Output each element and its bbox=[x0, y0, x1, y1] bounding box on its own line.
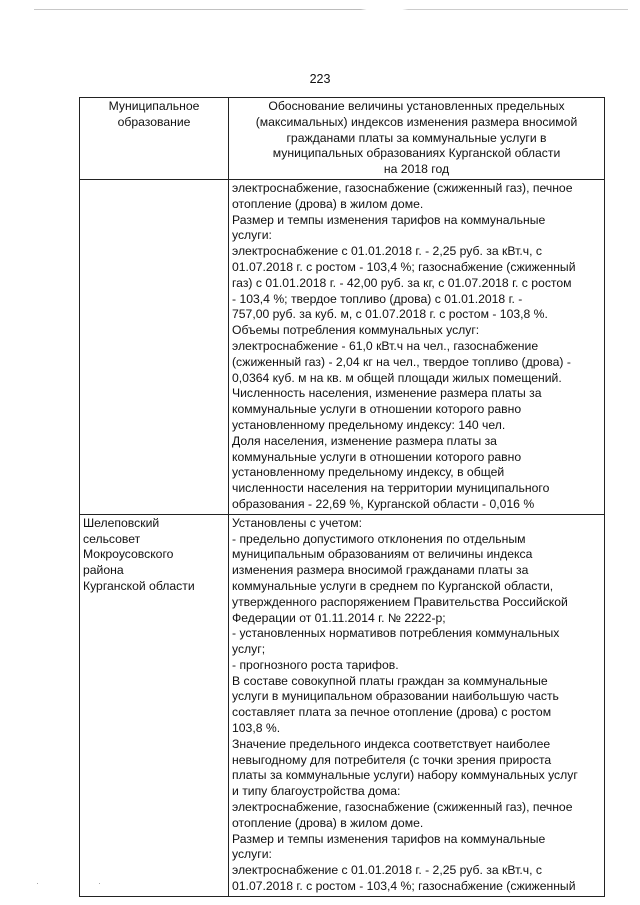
text-line: услуги: bbox=[232, 228, 272, 243]
text-line: - установленных нормативов потребления коммунальных bbox=[232, 626, 560, 641]
text-line: услуги: bbox=[232, 847, 272, 862]
header-municipality bbox=[80, 98, 229, 180]
text-line: отопление (дрова) в жилом доме. bbox=[232, 196, 424, 211]
justification-table bbox=[79, 97, 605, 897]
text-line: коммунальные услуги в среднем по Курганской области, bbox=[232, 578, 554, 593]
text-line: электроснабжение - 61,0 кВт.ч на чел., газоснабжение bbox=[232, 338, 539, 353]
text-line: составляет плата за печное отопление (дрова) с ростом bbox=[232, 705, 552, 720]
header-line: Обоснование величины установленных предельных bbox=[268, 99, 565, 113]
scan-artifact-mark: · bbox=[98, 878, 101, 888]
text-line: электроснабжение, газоснабжение (сжиженный газ), печное bbox=[232, 800, 573, 815]
municipality-line: района bbox=[83, 563, 124, 578]
text-line: электроснабжение с 01.01.2018 г. - 2,25 руб. за кВт.ч, с bbox=[232, 244, 542, 259]
header-line: гражданами платы за коммунальные услуги в bbox=[286, 130, 547, 145]
text-line: 0,0364 куб. м на кв. м общей площади жилых помещений. bbox=[232, 370, 562, 385]
text-line: установленному предельному индексу, в общей bbox=[232, 465, 505, 480]
text-line: - предельно допустимого отклонения по отдельным bbox=[232, 531, 526, 546]
text-line: установленному предельному индексу: 140 чел. bbox=[232, 417, 506, 432]
municipality-line: Мокроусовского bbox=[83, 547, 174, 562]
text-line: 103,8 %. bbox=[232, 721, 281, 736]
text-line: (сжиженный газ) - 2,04 кг на чел., твердое топливо (дрова) - bbox=[232, 354, 571, 369]
scan-artifact-line bbox=[34, 9, 628, 10]
text-line: утвержденного распоряжением Правительства Российской bbox=[232, 594, 568, 609]
text-line: Объемы потребления коммунальных услуг: bbox=[232, 323, 480, 338]
text-line: газ) с 01.01.2018 г. - 42,00 руб. за кг, с 01.07.2018 г. с ростом bbox=[232, 275, 572, 290]
municipality-cell-empty bbox=[80, 179, 229, 514]
scan-artifact-mark: · bbox=[36, 878, 39, 888]
table-row bbox=[80, 179, 605, 514]
header-municipality-label: Муниципальное образование bbox=[108, 99, 200, 129]
text-line: - 103,4 %; твердое топливо (дрова) с 01.01.2018 г. - bbox=[232, 291, 523, 306]
text-line: образования - 22,69 %, Курганской области - 0,016 % bbox=[232, 496, 535, 511]
text-line: невыгодному для потребителя (с точки зрения прироста bbox=[232, 752, 552, 767]
text-line: коммунальные услуги в отношении которого равно bbox=[232, 449, 522, 464]
text-line: В составе совокупной платы граждан за коммунальные bbox=[232, 673, 548, 688]
text-line: Доля населения, изменение размера платы за bbox=[232, 433, 497, 448]
text-line: муниципальным образованиям от величины индекса bbox=[232, 547, 533, 562]
header-line: (максимальных) индексов изменения размера вносимой bbox=[255, 114, 578, 129]
text-line: платы за коммунальные услуги) набору коммунальных услуг bbox=[232, 768, 578, 783]
justification-cell bbox=[229, 514, 605, 896]
header-line: муниципальных образованиях Курганской области bbox=[272, 146, 561, 161]
text-line: Численность населения, изменение размера платы за bbox=[232, 386, 542, 401]
text-line: изменения размера вносимой гражданами платы за bbox=[232, 563, 529, 578]
table-row bbox=[80, 514, 605, 896]
text-line: услуг; bbox=[232, 642, 266, 657]
text-line: электроснабжение с 01.01.2018 г. - 2,25 руб. за кВт.ч, с bbox=[232, 863, 542, 878]
header-line: на 2018 год bbox=[383, 162, 450, 177]
municipality-line: сельсовет bbox=[83, 531, 141, 546]
table-header-row bbox=[80, 98, 605, 180]
text-line: Федерации от 01.11.2014 г. № 2222-р; bbox=[232, 610, 446, 625]
text-line: 01.07.2018 г. с ростом - 103,4 %; газоснабжение (сжиженный bbox=[232, 879, 576, 894]
text-line: Размер и темпы изменения тарифов на коммунальные bbox=[232, 831, 546, 846]
municipality-cell bbox=[80, 514, 229, 896]
municipality-line: Курганской области bbox=[83, 578, 195, 593]
text-line: 01.07.2018 г. с ростом - 103,4 %; газоснабжение (сжиженный bbox=[232, 259, 576, 274]
justification-cell bbox=[229, 179, 605, 514]
text-line: услуги в муниципальном образовании наибольшую часть bbox=[232, 689, 559, 704]
text-line: 757,00 руб. за куб. м, с 01.07.2018 г. с ростом - 103,8 %. bbox=[232, 307, 548, 322]
header-justification bbox=[229, 98, 605, 180]
text-line: Размер и темпы изменения тарифов на коммунальные bbox=[232, 212, 546, 227]
text-line: и типу благоустройства дома: bbox=[232, 784, 401, 799]
text-line: численности населения на территории муниципального bbox=[232, 481, 550, 496]
page-number: 223 bbox=[309, 72, 331, 86]
text-line: коммунальные услуги в отношении которого равно bbox=[232, 402, 522, 417]
municipality-line: Шелеповский bbox=[83, 515, 160, 530]
text-line: Установлены с учетом: bbox=[232, 515, 362, 530]
text-line: отопление (дрова) в жилом доме. bbox=[232, 815, 424, 830]
text-line: Значение предельного индекса соответствует наиболее bbox=[232, 736, 551, 751]
text-line: - прогнозного роста тарифов. bbox=[232, 657, 399, 672]
text-line: электроснабжение, газоснабжение (сжиженный газ), печное bbox=[232, 180, 573, 195]
